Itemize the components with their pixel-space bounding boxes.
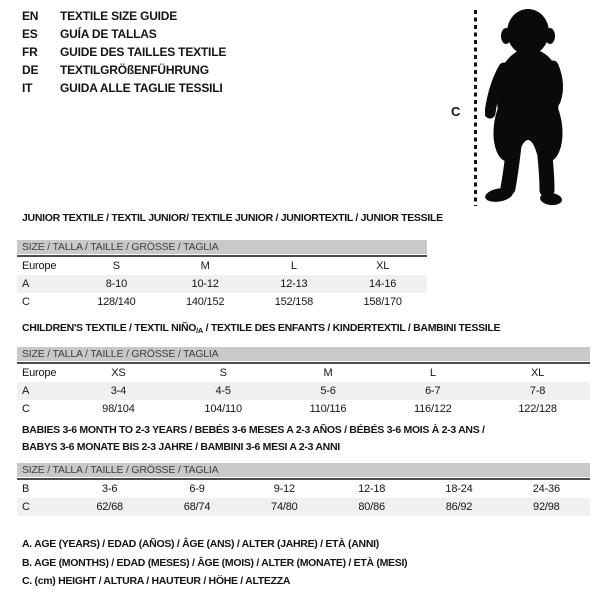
table-cell: 158/170: [363, 296, 402, 308]
footnote-legend: [22, 535, 407, 591]
table-cell: M: [323, 367, 333, 379]
table-row-europe: [17, 257, 427, 275]
table-row-europe: [17, 364, 590, 382]
table-cell: S: [219, 367, 227, 379]
table-cell: M: [200, 260, 210, 272]
language-label: GUIDE DES TAILLES TEXTILE: [60, 45, 227, 59]
table-cell: 122/128: [518, 403, 557, 415]
junior-size-table: [17, 240, 427, 311]
table-cell: XS: [111, 367, 126, 379]
table-cell: L: [429, 367, 436, 379]
table-cell: 12-18: [358, 483, 386, 495]
babies-title-line1: BABIES 3-6 MONTH TO 2-3 YEARS / BEBÉS 3-6 MESES A 2-3 AÑOS / BÉBÉS 3-6 MOIS À 2-3 ANS /: [22, 424, 485, 436]
language-code: DE: [22, 63, 39, 77]
baby-silhouette-icon: [485, 5, 600, 210]
table-cell: 68/74: [183, 501, 211, 513]
language-list: [22, 7, 226, 97]
children-size-table: [17, 347, 590, 418]
table-cell: 4-5: [215, 385, 231, 397]
babies-size-table: [17, 463, 590, 516]
table-row-height: [17, 400, 590, 418]
footnote-b: B. AGE (MONTHS) / EDAD (MESES) / ÂGE (MOIS) / ALTER (MONATE) / ETÀ (MESI): [22, 556, 408, 569]
table-row-age: [17, 382, 590, 400]
height-measure-label: C: [451, 104, 461, 119]
language-code: ES: [22, 27, 38, 41]
language-label: TEXTILE SIZE GUIDE: [60, 9, 178, 23]
table-cell: 14-16: [369, 278, 397, 290]
children-title-main: CHILDREN'S TEXTILE / TEXTIL NIÑO: [22, 322, 197, 334]
language-code: EN: [22, 9, 39, 23]
table-row-height: [17, 293, 427, 311]
table-cell: 98/104: [102, 403, 135, 415]
table-cell: 10-12: [191, 278, 219, 290]
table-cell: 3-6: [102, 483, 118, 495]
size-header-bar: SIZE / TALLA / TAILLE / GRÖSSE / TAGLIA: [17, 347, 590, 361]
table-cell: 104/110: [204, 403, 242, 415]
babies-section-title: [22, 422, 485, 455]
table-cell: 9-12: [273, 483, 295, 495]
row-label: A: [22, 278, 30, 290]
size-header-bar: SIZE / TALLA / TAILLE / GRÖSSE / TAGLIA: [17, 240, 427, 254]
table-cell: 62/68: [96, 501, 123, 513]
table-cell: XL: [531, 367, 545, 379]
row-label: A: [22, 385, 30, 397]
children-title-rest: / TEXTILE DES ENFANTS / KINDERTEXTIL / BAMBINI TESSILE: [203, 322, 501, 334]
babies-title-line2: BABYS 3-6 MONATE BIS 2-3 JAHRE / BAMBINI 3-6 MESI A 2-3 ANNI: [22, 440, 340, 453]
table-cell: 6-7: [425, 385, 441, 397]
table-cell: 8-10: [105, 278, 127, 290]
row-label: C: [22, 296, 30, 308]
height-measure-dashed-line: [474, 10, 477, 206]
language-row-en: [22, 7, 226, 25]
table-cell: 24-36: [532, 483, 560, 495]
table-cell: XL: [376, 260, 390, 272]
table-cell: 152/158: [274, 296, 314, 308]
table-cell: 18-24: [445, 483, 473, 495]
size-header-bar: SIZE / TALLA / TAILLE / GRÖSSE / TAGLIA: [17, 463, 590, 477]
table-row-age: [17, 275, 427, 293]
language-code: FR: [22, 45, 38, 59]
table-cell: 12-13: [280, 278, 308, 290]
table-cell: 5-6: [320, 385, 336, 397]
junior-section-title: JUNIOR TEXTILE / TEXTIL JUNIOR/ TEXTILE JUNIOR / JUNIORTEXTIL / JUNIOR TESSILE: [22, 212, 443, 224]
table-cell: 3-4: [110, 385, 127, 397]
row-label: B: [22, 483, 30, 495]
table-cell: 80/86: [358, 501, 385, 513]
children-title-sub: /A: [196, 326, 204, 335]
row-label: Europe: [22, 260, 57, 272]
language-label: GUÍA DE TALLAS: [60, 27, 157, 41]
language-code: IT: [22, 81, 33, 95]
table-cell: 110/116: [309, 403, 347, 415]
table-row-months: [17, 480, 590, 498]
table-cell: 128/140: [97, 296, 136, 308]
language-label: TEXTILGRÖßENFÜHRUNG: [60, 63, 209, 77]
table-cell: 6-9: [189, 483, 205, 495]
language-label: GUIDA ALLE TAGLIE TESSILI: [60, 81, 223, 95]
table-cell: 86/92: [445, 501, 473, 513]
table-cell: 7-8: [529, 385, 546, 397]
row-label: Europe: [22, 367, 57, 379]
table-cell: 140/152: [185, 296, 225, 308]
language-row-it: [22, 79, 226, 97]
row-label: C: [22, 501, 30, 513]
table-cell: S: [112, 260, 120, 272]
table-cell: L: [290, 260, 297, 272]
table-row-height: [17, 498, 590, 516]
children-section-title: [22, 322, 500, 335]
table-cell: 116/122: [414, 403, 452, 415]
language-row-de: [22, 61, 226, 79]
footnote-c: C. (cm) HEIGHT / ALTURA / HAUTEUR / HÖHE / ALTEZZA: [22, 575, 291, 587]
table-cell: 92/98: [533, 501, 560, 513]
language-row-fr: [22, 43, 226, 61]
language-row-es: [22, 25, 226, 43]
row-label: C: [22, 403, 30, 415]
footnote-a: A. AGE (YEARS) / EDAD (AÑOS) / ÂGE (ANS) / ALTER (JAHRE) / ETÀ (ANNI): [22, 538, 379, 550]
table-cell: 74/80: [271, 501, 298, 513]
